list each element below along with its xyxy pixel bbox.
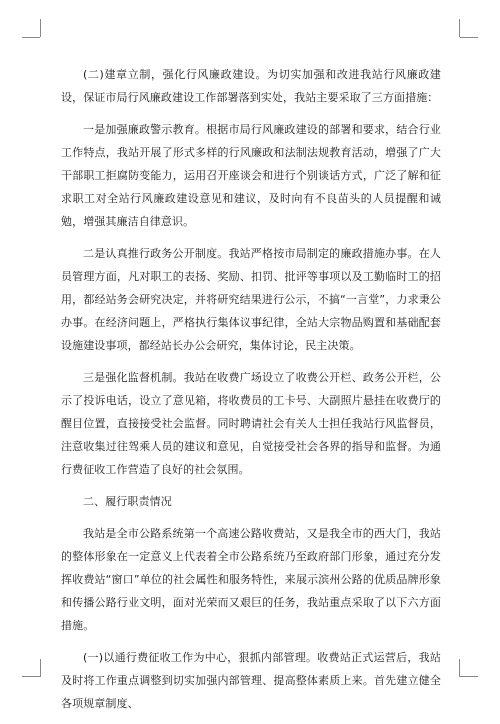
- paragraph-section-2-intro: (二)建章立制，强化行风廉政建设。为切实加强和改进我站行风廉政建设，保证市局行风廉政建设工作部署落到实处，我站主要采取了三方面措施：: [61, 68, 441, 104]
- paragraph-station-image: 我站是全市公路系统第一个高速公路收费站，又是我全市的西大门，我站的整体形象在一定意义上代表着全市公路系统乃至政府部门形象，通过充分发挥收费站“窗口”单位的社会属性和服务特性，来展示滨州公路的优质品牌形象和传播公路行业文明，面对光荣而又艰巨的任务，我站重点采取了以下六方面措施。: [61, 527, 441, 632]
- section-heading-duties: 二、履行职责情况: [83, 495, 172, 508]
- paragraph-toll-collection: (一)以通行费征收工作为中心，狠抓内部管理。收费站正式运营后，我站及时将工作重点调整到切实加强内部管理、提高整体素质上来。首先建立健全各项规章制度、: [61, 651, 441, 710]
- crop-mark-top-left-h: [22, 37, 40, 38]
- crop-mark-bottom-left-h: [22, 676, 40, 677]
- document-body: [61, 63, 441, 724]
- crop-mark-bottom-right-v: [459, 659, 460, 677]
- crop-mark-top-left-v: [40, 19, 41, 37]
- paragraph-warning-education: 一是加强廉政警示教育。根据市局行风廉政建设的部署和要求，结合行业工作特点，我站开展了形式多样的行风廉政和法制法规教育活动，增强了广大干部职工拒腐防变能力，运用召开座谈会和进行个别谈话方式，广泛了解和征求职工对全站行风廉政建设意见和建议，及时向有不良苗头的人员提醒和诫勉，增强其廉洁自律意识。: [61, 123, 441, 228]
- crop-mark-top-right-v: [459, 19, 460, 37]
- crop-mark-bottom-left-v: [40, 659, 41, 677]
- paragraph-affairs-disclosure: 二是认真推行政务公开制度。我站严格按市局制定的廉政措施办事。在人员管理方面，凡对职工的表扬、奖励、扣罚、批评等事项以及工勤临时工的招用，都经站务会研究决定，并将研究结果进行公示，不搞“一言堂”，力求秉公办事。在经济问题上，严格执行集体议事纪律，全站大宗物品购置和基础配套设施建设事项，都经站长办公会研究，集体讨论，民主决策。: [61, 247, 441, 352]
- paragraph-supervision: 三是强化监督机制。我站在收费广场设立了收费公开栏、政务公开栏，公示了投诉电话，设立了意见箱，将收费员的工卡号、大副照片悬挂在收费厅的醒目位置，直接接受社会监督。同时聘请社会有关人士担任我站行风监督员，注意收集过往驾乘人员的建议和意见，自觉接受社会各界的指导和监督。为通行费征收工作营造了良好的社会氛围。: [61, 371, 441, 476]
- crop-mark-bottom-right-h: [460, 676, 478, 677]
- crop-mark-top-right-h: [460, 37, 478, 38]
